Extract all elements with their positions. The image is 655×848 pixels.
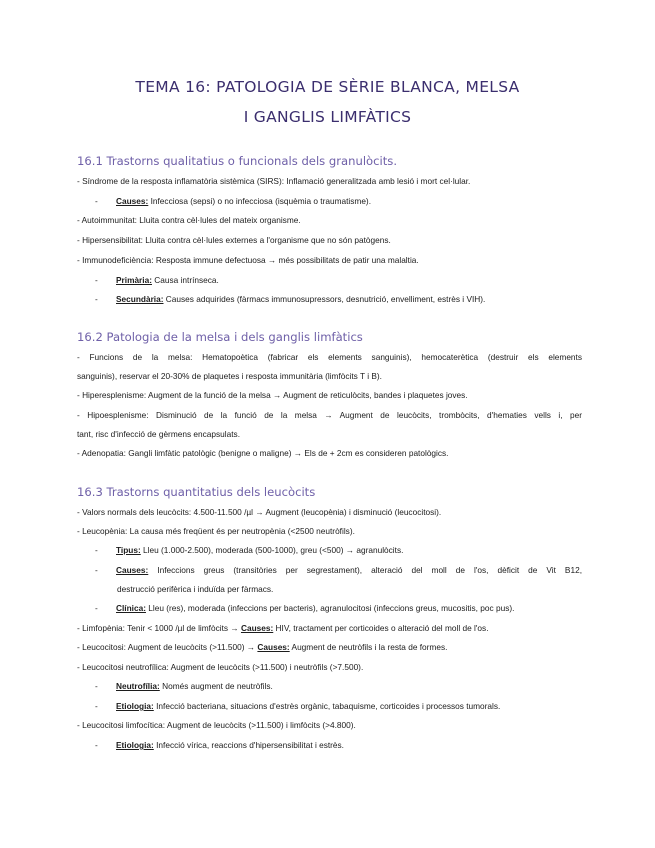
body-line: - Hiperesplenisme: Augment de la funció de la melsa → Augment de reticulòcits, bandes i plaquetes joves. xyxy=(77,390,468,400)
body-line xyxy=(77,642,582,653)
sub-item xyxy=(95,275,582,286)
sub-item-text: Infecció vírica, reaccions d'hipersensibilitat i estrès. xyxy=(153,740,344,750)
sub-item xyxy=(95,565,582,576)
bullet-dash: - xyxy=(95,545,98,555)
sub-item-text: Només augment de neutròfils. xyxy=(159,681,273,691)
section-heading-16-1: 16.1 Trastorns qualitatius o funcionals dels granulòcits. xyxy=(77,154,397,168)
sub-item-label: Causes: xyxy=(116,565,149,575)
body-line: - Funcions de la melsa: Hematopoètica (fabricar els elements sanguinis), hemocaterètica (destruir els elements xyxy=(77,352,582,362)
body-line: sanguinis), reservar el 20-30% de plaquetes i resposta immunitària (limfòcits T i B). xyxy=(77,371,382,381)
sub-item-label: Clínica: xyxy=(116,603,146,613)
bullet-dash: - xyxy=(95,275,98,285)
body-line: - Immunodeficiència: Resposta immune defectuosa → més possibilitats de patir una malaltia. xyxy=(77,255,419,265)
section-heading-16-2: 16.2 Patologia de la melsa i dels ganglis limfàtics xyxy=(77,330,363,344)
sub-item-label: Primària: xyxy=(116,275,152,285)
body-line: - Leucocitosi neutrofílica: Augment de leucòcits (>11.500) i neutròfils (>7.500). xyxy=(77,662,364,672)
body-line: - Valors normals dels leucòcits: 4.500-11.500 /µl → Augment (leucopènia) i disminució (leucocitosi). xyxy=(77,507,442,517)
sub-item-label: Secundària: xyxy=(116,294,164,304)
sub-item xyxy=(95,545,582,556)
sub-item-label: Causes: xyxy=(116,196,149,206)
section-heading-16-3: 16.3 Trastorns quantitatius dels leucòcits xyxy=(77,485,316,499)
line-prefix: - Limfopènia: Tenir < 1000 /µl de limfòcits → xyxy=(77,623,241,633)
bullet-dash: - xyxy=(95,565,98,575)
body-line: - Adenopatia: Gangli limfàtic patològic (benigne o maligne) → Els de + 2cm es consideren patològics. xyxy=(77,448,449,458)
body-line: - Leucocitosi limfocítica: Augment de leucòcits (>11.500) i limfòcits (>4.800). xyxy=(77,720,356,730)
sub-item-text: Lleu (1.000-2.500), moderada (500-1000), greu (<500) → agranulòcits. xyxy=(140,545,404,555)
bullet-dash: - xyxy=(95,681,98,691)
sub-item xyxy=(95,603,582,614)
bullet-dash: - xyxy=(95,701,98,711)
bullet-dash: - xyxy=(95,294,98,304)
body-line: tant, risc d'infecció de gèrmens encapsulats. xyxy=(77,429,240,439)
sub-item xyxy=(95,294,582,305)
body-line: - Hipersensibilitat: Lluita contra cèl·lules externes a l'organisme que no són patògens. xyxy=(77,235,391,245)
sub-item-text: Causes adquirides (fàrmacs immunosupressors, desnutrició, envelliment, estrès i VIH). xyxy=(163,294,486,304)
line-text: Augment de neutròfils i la resta de formes. xyxy=(289,642,448,652)
sub-item xyxy=(95,701,582,712)
page-title-line-2: I GANGLIS LIMFÀTICS xyxy=(243,108,412,126)
inline-label: Causes: xyxy=(240,623,274,633)
sub-item xyxy=(95,681,582,692)
line-prefix: - Leucocitosi: Augment de leucòcits (>11.500) → xyxy=(77,642,258,652)
bullet-dash: - xyxy=(95,740,98,750)
sub-item xyxy=(95,196,582,207)
body-line-continuation: destrucció perifèrica i induïda per fàrmacs. xyxy=(117,584,274,594)
sub-item-text: Infecciosa (sepsi) o no infecciosa (isquèmia o traumatisme). xyxy=(148,196,372,206)
line-text: HIV, tractament per corticoides o alteració del moll de l'os. xyxy=(273,623,489,633)
sub-item-label: Neutrofília: xyxy=(116,681,160,691)
body-line: - Hipoesplenisme: Disminució de la funció de la melsa → Augment de leucòcits, trombòcits, d'hematies vells i, per xyxy=(77,410,582,420)
body-line: - Síndrome de la resposta inflamatòria sistèmica (SIRS): Inflamació generalitzada amb lesió i mort cel·lular. xyxy=(77,176,471,186)
body-line: - Autoimmunitat: Lluita contra cèl·lules del mateix organisme. xyxy=(77,215,301,225)
inline-label: Causes: xyxy=(257,642,290,652)
bullet-dash: - xyxy=(95,603,98,613)
bullet-dash: - xyxy=(95,196,98,206)
sub-item-label: Tipus: xyxy=(116,545,141,555)
sub-item-label: Etiologia: xyxy=(116,740,154,750)
sub-item-label: Etiologia: xyxy=(116,701,154,711)
body-line: - Leucopènia: La causa més freqüent és per neutropènia (<2500 neutròfils). xyxy=(77,526,355,536)
sub-item-text: Infeccions greus (transitòries per segrestament), alteració del moll de l'os, dèficit de Vit B12, xyxy=(148,565,582,575)
page-title-line-1: TEMA 16: PATOLOGIA DE SÈRIE BLANCA, MELSA xyxy=(135,78,520,96)
body-line xyxy=(77,623,582,634)
sub-item-text: Causa intrínseca. xyxy=(151,275,219,285)
sub-item xyxy=(95,740,582,751)
sub-item-text: Infecció bacteriana, situacions d'estrès orgànic, tabaquisme, corticoides i processos tumorals. xyxy=(153,701,501,711)
sub-item-text: Lleu (res), moderada (infeccions per bacteris), agranulocitosi (infeccions greus, mucositis, poc pus). xyxy=(145,603,515,613)
